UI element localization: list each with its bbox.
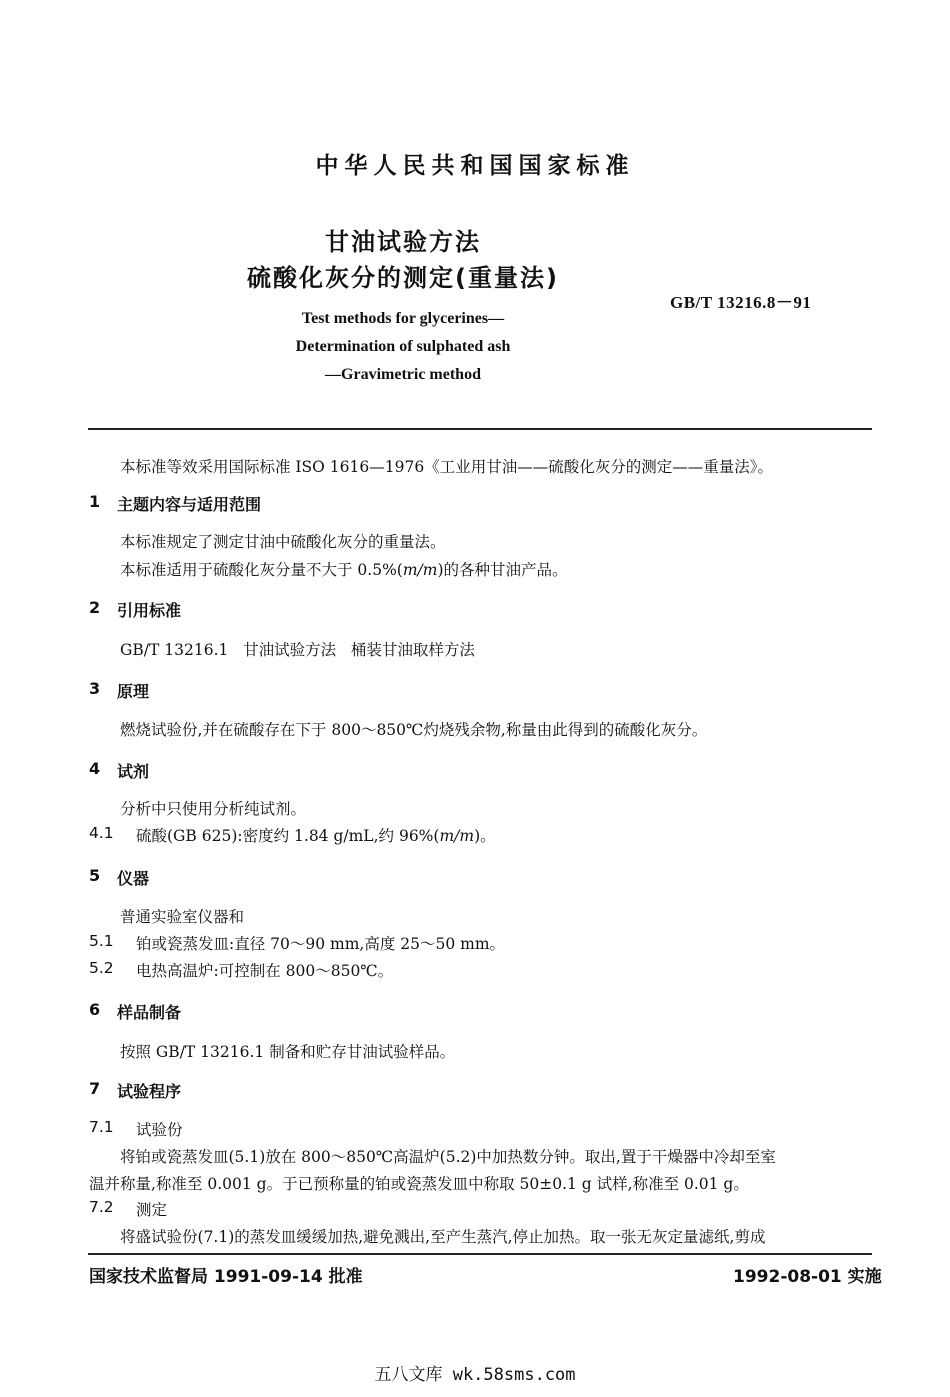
section-1-paragraph-2: 本标准适用于硫酸化灰分量不大于 0.5%(m/m)的各种甘油产品。 xyxy=(120,561,568,579)
item-7-2-title: 测定 xyxy=(136,1201,168,1219)
item-7-2-number: 7.2 xyxy=(89,1198,114,1216)
item-7-1-number: 7.1 xyxy=(89,1118,114,1136)
section-2-number: 2 xyxy=(89,598,101,617)
title-en-line2: Determination of sulphated ash xyxy=(295,338,511,355)
approval-info: 国家技术监督局 1991-09-14 批准 xyxy=(89,1267,363,1287)
item-4-1-text: 硫酸(GB 625):密度约 1.84 g/mL,约 96%(m/m)。 xyxy=(136,827,496,845)
section-1-paragraph-1: 本标准规定了测定甘油中硫酸化灰分的重量法。 xyxy=(120,533,446,551)
section-7-number: 7 xyxy=(89,1079,101,1098)
section-5-title: 仪器 xyxy=(117,869,150,888)
item-5-2-text: 电热高温炉:可控制在 800～850℃。 xyxy=(136,962,394,980)
section-3-title: 原理 xyxy=(117,682,150,701)
section-4-title: 试剂 xyxy=(117,762,150,781)
header-divider xyxy=(88,428,872,430)
item-7-1-line-2: 温并称量,称准至 0.001 g。于已预称量的铂或瓷蒸发皿中称取 50±0.1 g 试样,称准至 0.01 g。 xyxy=(89,1175,749,1193)
section-1-number: 1 xyxy=(89,492,101,511)
section-6-paragraph: 按照 GB/T 13216.1 制备和贮存甘油试验样品。 xyxy=(120,1043,456,1061)
item-5-2-number: 5.2 xyxy=(89,959,114,977)
intro-text: 本标准等效采用国际标准 ISO 1616—1976《工业用甘油——硫酸化灰分的测定——重量法》。 xyxy=(120,458,773,476)
item-5-1-text: 铂或瓷蒸发皿:直径 70～90 mm,高度 25～50 mm。 xyxy=(136,935,506,953)
footer-divider xyxy=(88,1253,872,1255)
item-5-1-number: 5.1 xyxy=(89,932,114,950)
standard-code: GB/T 13216.8－91 xyxy=(670,293,812,312)
section-3-paragraph: 燃烧试验份,并在硫酸存在下于 800～850℃灼烧残余物,称量由此得到的硫酸化灰分。 xyxy=(120,721,708,739)
title-en-line1: Test methods for glycerines— xyxy=(301,310,505,327)
national-standard-header: 中华人民共和国国家标准 xyxy=(315,153,635,179)
section-5-paragraph: 普通实验室仪器和 xyxy=(120,908,245,926)
watermark-text: 五八文库 wk.58sms.com xyxy=(374,1365,576,1385)
section-7-title: 试验程序 xyxy=(117,1082,182,1101)
title-zh-line1: 甘油试验方法 xyxy=(325,228,481,256)
title-en-line3: —Gravimetric method xyxy=(325,366,481,383)
item-7-1-title: 试验份 xyxy=(136,1121,183,1139)
section-3-number: 3 xyxy=(89,679,101,698)
section-5-number: 5 xyxy=(89,866,101,885)
section-2-reference: GB/T 13216.1 甘油试验方法 桶装甘油取样方法 xyxy=(120,641,475,659)
item-4-1-number: 4.1 xyxy=(89,824,114,842)
section-1-title: 主题内容与适用范围 xyxy=(117,495,262,514)
section-4-number: 4 xyxy=(89,759,101,778)
item-7-2-line-1: 将盛试验份(7.1)的蒸发皿缓缓加热,避免溅出,至产生蒸汽,停止加热。取一张无灰定量滤纸,剪成 xyxy=(120,1228,766,1246)
implementation-date: 1992-08-01 实施 xyxy=(733,1267,882,1287)
section-4-paragraph: 分析中只使用分析纯试剂。 xyxy=(120,800,307,818)
section-2-title: 引用标准 xyxy=(117,601,182,620)
section-6-number: 6 xyxy=(89,1000,101,1019)
section-6-title: 样品制备 xyxy=(117,1003,182,1022)
title-zh-line2: 硫酸化灰分的测定(重量法) xyxy=(247,264,559,292)
item-7-1-line-1: 将铂或瓷蒸发皿(5.1)放在 800～850℃高温炉(5.2)中加热数分钟。取出,置于干燥器中冷却至室 xyxy=(120,1148,776,1166)
